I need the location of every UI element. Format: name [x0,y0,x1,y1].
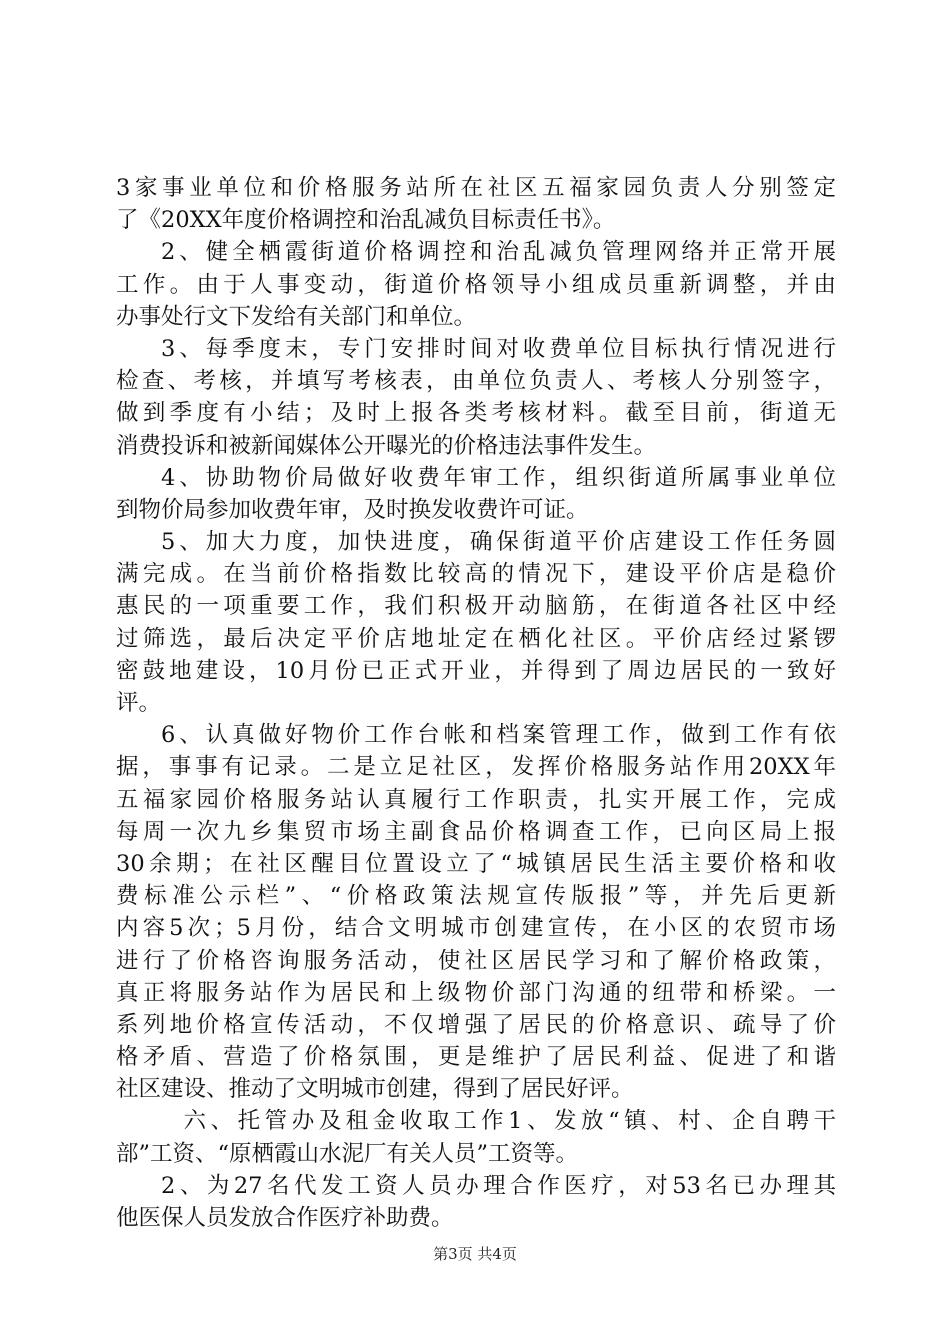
text-line: 过筛选，最后决定平价店地址定在栖化社区。平价店经过紧锣 [116,625,836,652]
text-line: 据，事事有记录。二是立足社区，发挥价格服务站作用20XX年 [116,754,836,781]
text-line: 社区建设、推动了文明城市创建，得到了居民好评。 [116,1076,634,1103]
text-line: 5、加大力度，加快进度，确保街道平价店建设工作任务圆 [161,529,836,556]
page-footer: 第3页 共4页 [433,1245,517,1263]
text-line: 2、健全栖霞街道价格调控和治乱减负管理网络并正常开展 [161,239,836,266]
text-line: 密鼓地建设，10月份已正式开业，并得到了周边居民的一致好 [116,657,836,684]
text-line: 工作。由于人事变动，街道价格领导小组成员重新调整，并由 [116,271,836,298]
text-line: 六、托管办及租金收取工作1、发放“镇、村、企自聘干 [183,1108,836,1135]
text-line: 每周一次九乡集贸市场主副食品价格调查工作，已向区局上报 [116,818,836,845]
text-line: 消费投诉和被新闻媒体公开曝光的价格违法事件发生。 [116,432,657,459]
text-line: 系列地价格宣传活动，不仅增强了居民的价格意识、疏导了价 [116,1011,836,1038]
text-line: 办事处行文下发给有关部门和单位。 [116,303,477,330]
text-line: 评。 [116,690,162,716]
text-line: 五福家园价格服务站认真履行工作职责，扎实开展工作，完成 [116,786,836,813]
text-line: 3、每季度末，专门安排时间对收费单位目标执行情况进行 [161,335,836,362]
text-line: 满完成。在当前价格指数比较高的情况下，建设平价店是稳价 [116,561,836,588]
text-line: 惠民的一项重要工作，我们积极开动脑筋，在街道各社区中经 [116,593,836,620]
text-line: 到物价局参加收费年审，及时换发收费许可证。 [116,496,589,523]
text-line: 费标准公示栏”、“价格政策法规宣传版报”等，并先后更新 [116,883,836,910]
text-line: 部”工资、“原栖霞山水泥厂有关人员”工资等。 [116,1140,579,1167]
text-line: 3家事业单位和价格服务站所在社区五福家园负责人分别签定 [116,175,836,201]
text-line: 2、为27名代发工资人员办理合作医疗，对53名已办理其 [161,1172,836,1199]
text-line: 30余期；在社区醒目位置设立了“城镇居民生活主要价格和收 [116,850,836,877]
body-text [116,172,836,1234]
text-line: 4、协助物价局做好收费年审工作，组织街道所属事业单位 [161,464,836,491]
text-line: 检查、考核，并填写考核表，由单位负责人、考核人分别签字， [116,368,836,395]
text-line: 内容5次；5月份，结合文明城市创建宣传，在小区的农贸市场 [116,915,836,942]
text-line: 真正将服务站作为居民和上级物价部门沟通的纽带和桥梁。一 [116,979,836,1006]
text-line: 6、认真做好物价工作台帐和档案管理工作，做到工作有依 [161,722,836,749]
text-line: 进行了价格咨询服务活动，使社区居民学习和了解价格政策， [116,947,836,974]
text-line: 格矛盾、营造了价格氛围，更是维护了居民利益、促进了和谐 [116,1044,836,1071]
text-line: 他医保人员发放合作医疗补助费。 [116,1205,454,1231]
text-line: 做到季度有小结；及时上报各类考核材料。截至目前，街道无 [116,400,836,427]
text-line: 了《20XX年度价格调控和治乱减负目标责任书》。 [116,207,616,234]
